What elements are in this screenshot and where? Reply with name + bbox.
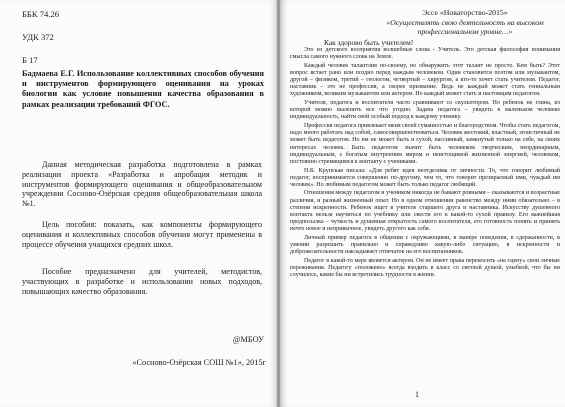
audience-paragraph: Пособие предназначено для учителей, методистов, участвующих в разработке и использовании новых подходов, повышающих качество образования. (22, 267, 262, 296)
essay-paragraph: Н.К. Крупская писала: «Для ребят идея неотделима от личности. То, что говорит любимый педагог, воспринимается совершенно по-другому, чем то, что говорит презираемый ими, чуждый им человек». Но любимым педагогом может быть только педагог любящий. (290, 167, 560, 188)
description-paragraph: Данная методическая разработка подготовлена в рамках реализации проекта «Разработка и апробация методик и инструментов формирующего оценивания и общеобразовательном учреждении Сосново-Озёрская средняя общеобразовательная школа №1. (22, 160, 262, 209)
essay-paragraph: Каждый человек талантлив по-своему, но обнаружить этот талант не просто. Кем быть? Этот вопрос встает рано или поздно перед каждым человеком. Один становится поэтом или музыкантом, другой – физиком, третий – геологом, четвертый – хирургом, а кто-то хочет стать учителем. Педагог, наставник – это не профессия, а скорее призвание. Ведь не каждый может стать гениальным художником, великим музыкантом или актером. Но каждый может стать и настоящим педагогом. (290, 62, 560, 98)
publication-heading: Бадмаева Е.Г. Использование коллективных способов обучения и инструментов формирующего оценивания на уроках биологии как условие повышения качества образования в рамках реализации требований ФГОС. (22, 69, 264, 109)
essay-paragraph: Педагог в какой-то мере является актером. Он не имеет права переносить «на сцену» свои личные переживания. Педагогу «положено» всегда входить в класс со светлой душой, улыбкой, что бы ни случилось, какие бы ни встретились трудности в жизни. (290, 257, 560, 279)
right-page (280, 0, 565, 407)
bbk-code: ББК 74.26 (22, 9, 60, 19)
essay-paragraph: Учителя, педагога и воспитателя часто сравнивают со скульптором. Но ребенок не глина, из которой можно вылепить все что угодно. Задача педагога – увидеть в маленьком человеке индивидуальность, найти свой особый подход к каждому ученику. (290, 100, 560, 121)
left-page (0, 0, 278, 407)
essay-paragraph: Отношения между педагогом и учеником никогда не бывают ровными – сказываются и возрастные различия, и разный жизненный опыт. Но в одном отношении равенство между ними обязательно – в степени искренности. Ребенок ищет в учителе старшего друга и наставника. Искусству душевного контакта нельзя научиться по учебнику или свести его к какой-то сухой правилу. Его важнейшая предпосылка – чуткость и душевная открытость самого воспитателя, его готовность понять и принять нечто новое и непривычное, увидеть другого как себя. (290, 190, 560, 233)
essay-paragraph: Личный пример педагога в общении с окружающими, в манере поведения, в сдержанности, в умении разрешить правильно и справедливо какую-либо ситуацию, в искренности и доброжелательности накладывает отпечаток на его воспитанников. (290, 234, 560, 256)
page-number: 1 (415, 390, 419, 399)
essay-opening-line: Как здорово быть учителем! (324, 38, 414, 47)
essay-title: Эссе «Новаторство-2015» (422, 8, 508, 17)
essay-epigraph: «Осуществлять свою деятельность на высоком профессиональном уровне…» (386, 18, 544, 36)
essay-paragraph: Это из детского восприятия волшебные слова - Учитель. Это детская философия понимания смысла самого нужного слова на Земле. (290, 47, 560, 61)
purpose-paragraph: Цель пособия: показать, как компоненты формирующего оценивания и коллективных способов обучения могут применены в процессе обучения учащихся средних школ. (22, 220, 262, 249)
school-imprint: «Сосново-Озёрская СОШ №1», 2015г (132, 358, 266, 367)
essay-paragraph: Профессия педагога привлекает меня своей гуманностью и благородством. Чтобы стать педагогом, надо много работать над собой, самосовершенствоваться. Человек жестокий, властный, эгоистичный не может быть педагогом. Но им не может быть и сухой, пассивный, замкнутый только на себе, на своих интересах человек. Быть педагогом значит быть человеком творческим, неординарным, индивидуальным, с богатым внутренним миром и неистощимой жизненной энергией, человеком, постоянно стремящимся к контакту с учениками. (290, 123, 560, 165)
copyright-mark: @МБОУ (232, 335, 264, 344)
udk-code: УДК 372 (22, 32, 54, 42)
author-mark: Б 17 (22, 55, 38, 65)
essay-body (290, 47, 560, 279)
